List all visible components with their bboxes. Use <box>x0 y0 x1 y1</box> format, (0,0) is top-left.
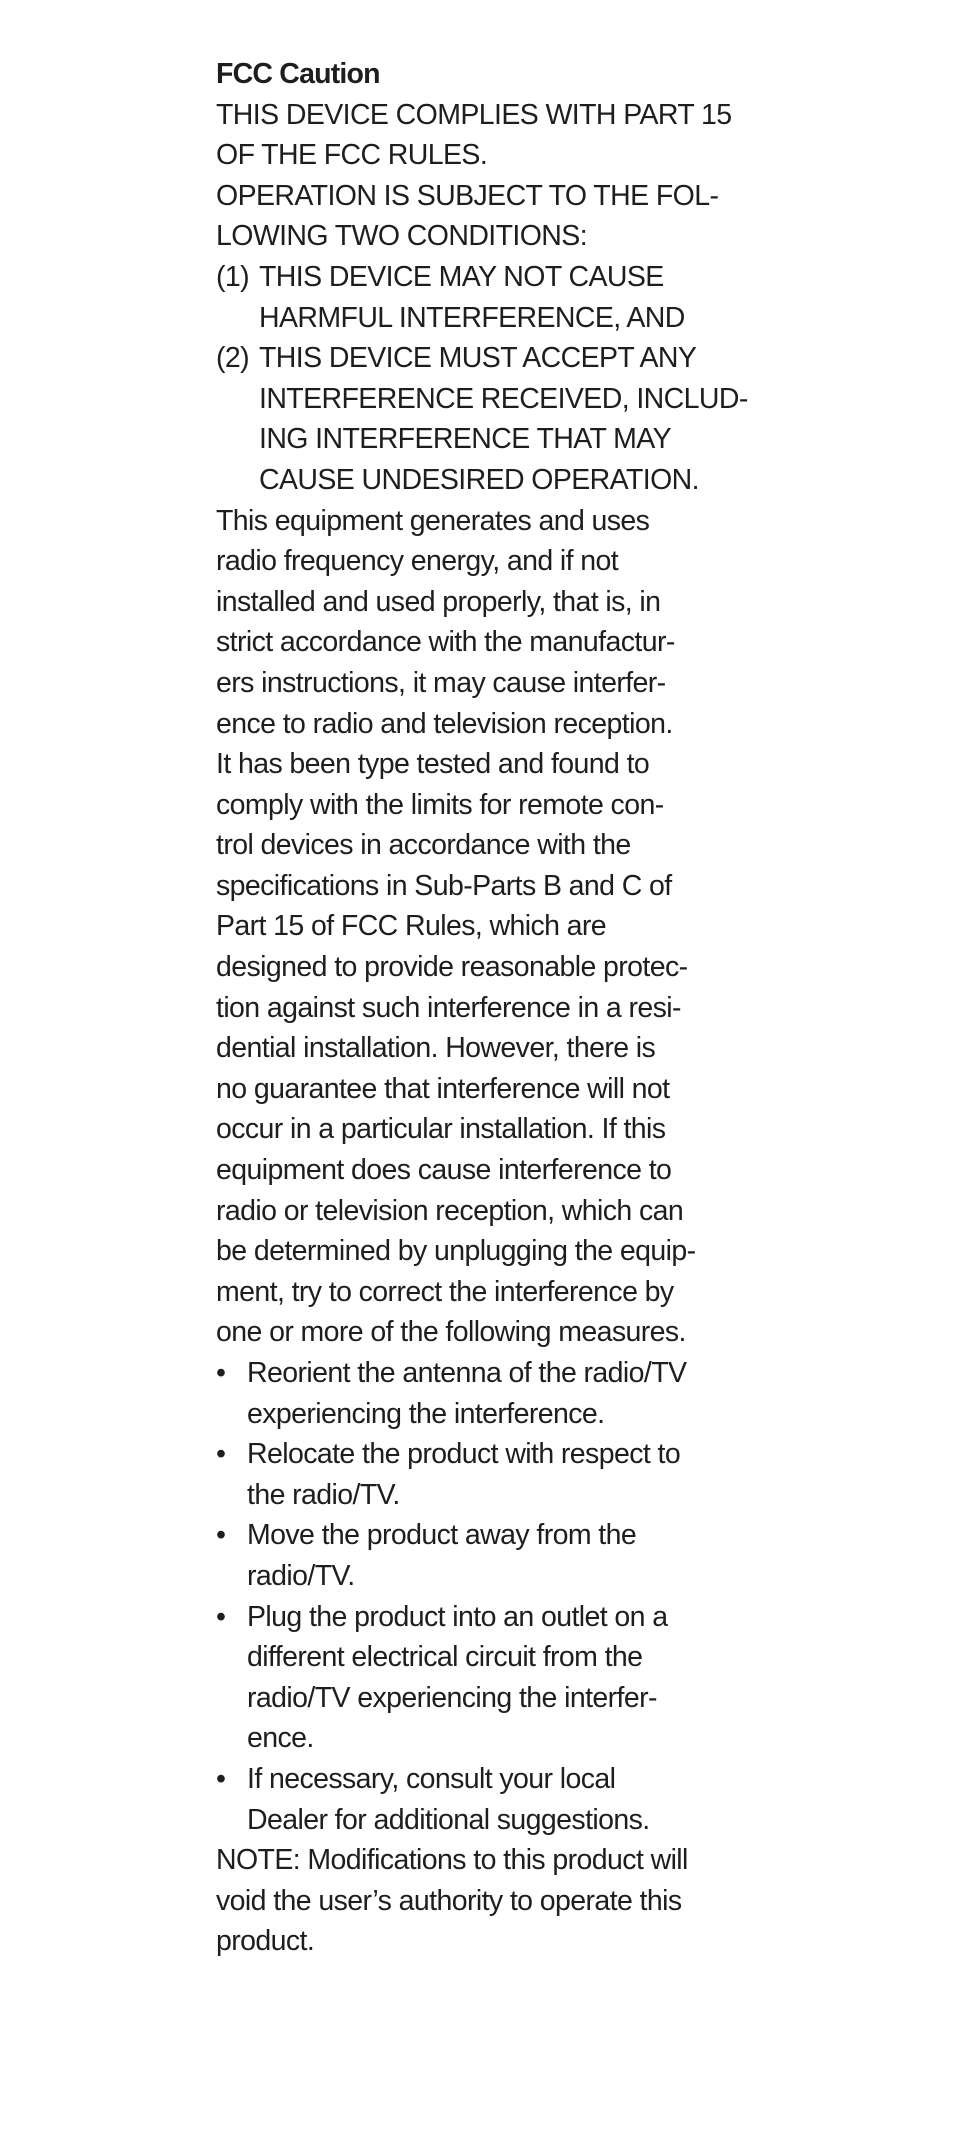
paragraph-line: equipment does cause interference to <box>216 1154 672 1187</box>
measure-line: Dealer for additional suggestions. <box>247 1803 650 1836</box>
paragraph-line: no guarantee that interference will not <box>216 1072 670 1105</box>
measure-item <box>216 1353 756 1434</box>
measure-item <box>216 1515 756 1596</box>
measure-line: radio/TV. <box>247 1559 355 1592</box>
paragraph-line: trol devices in accordance with the <box>216 829 631 862</box>
compliance-line: OF THE FCC RULES. <box>216 139 488 172</box>
condition-marker: (2) <box>216 342 250 375</box>
measure-item <box>216 1597 756 1759</box>
paragraph-line: ers instructions, it may cause interfer- <box>216 666 666 699</box>
measure-line: Move the product away from the <box>247 1519 637 1552</box>
paragraph-line: dential installation. However, there is <box>216 1032 656 1065</box>
condition-marker: (1) <box>216 260 250 293</box>
paragraph-line: It has been type tested and found to <box>216 748 650 781</box>
interference-paragraph <box>216 501 756 1353</box>
paragraph-line: This equipment generates and uses <box>216 504 650 537</box>
note-line: product. <box>216 1925 315 1958</box>
condition-line: THIS DEVICE MAY NOT CAUSE <box>259 260 664 293</box>
measures-list <box>216 1353 756 1840</box>
paragraph-line: strict accordance with the manufactur- <box>216 626 675 659</box>
compliance-line: OPERATION IS SUBJECT TO THE FOL- <box>216 179 719 212</box>
measure-line: Relocate the product with respect to <box>247 1438 681 1471</box>
measure-line: the radio/TV. <box>247 1478 400 1511</box>
compliance-line: LOWING TWO CONDITIONS: <box>216 220 588 253</box>
measure-line: experiencing the interference. <box>247 1397 605 1430</box>
paragraph-line: specifications in Sub-Parts B and C of <box>216 869 672 902</box>
measure-line: radio/TV experiencing the interfer- <box>247 1681 657 1714</box>
paragraph-line: installed and used properly, that is, in <box>216 585 661 618</box>
measure-item <box>216 1434 756 1515</box>
paragraph-line: tion against such interference in a resi- <box>216 991 681 1024</box>
condition-line: HARMFUL INTERFERENCE, AND <box>259 301 685 334</box>
page-title: FCC Caution <box>216 58 380 90</box>
paragraph-line: Part 15 of FCC Rules, which are <box>216 910 607 943</box>
paragraph-line: ment, try to correct the interference by <box>216 1275 674 1308</box>
condition-line: THIS DEVICE MUST ACCEPT ANY <box>259 342 697 375</box>
measure-line: ence. <box>247 1722 314 1755</box>
measure-line: If necessary, consult your local <box>247 1762 616 1795</box>
measure-line: Reorient the antenna of the radio/TV <box>247 1357 687 1389</box>
bullet-marker: • <box>216 1438 226 1471</box>
bullet-marker: • <box>216 1600 226 1633</box>
condition-line: INTERFERENCE RECEIVED, INCLUD- <box>259 382 748 415</box>
measure-item <box>216 1759 756 1840</box>
bullet-marker: • <box>216 1762 226 1795</box>
paragraph-line: occur in a particular installation. If this <box>216 1113 666 1146</box>
paragraph-line: radio or television reception, which can <box>216 1194 684 1227</box>
paragraph-line: designed to provide reasonable protec- <box>216 951 688 984</box>
paragraph-line: be determined by unplugging the equip- <box>216 1235 696 1268</box>
measure-line: Plug the product into an outlet on a <box>247 1600 668 1633</box>
compliance-statement <box>216 95 756 257</box>
modification-note <box>216 1840 756 1962</box>
paragraph-line: ence to radio and television reception. <box>216 707 673 740</box>
note-line: NOTE: Modifications to this product will <box>216 1844 688 1877</box>
measure-line: different electrical circuit from the <box>247 1641 643 1674</box>
paragraph-line: comply with the limits for remote con- <box>216 788 664 821</box>
paragraph-line: one or more of the following measures. <box>216 1316 686 1349</box>
condition-line: CAUSE UNDESIRED OPERATION. <box>259 463 699 496</box>
compliance-line: THIS DEVICE COMPLIES WITH PART 15 <box>216 98 732 131</box>
bullet-marker: • <box>216 1357 226 1389</box>
fcc-caution-page <box>216 54 756 1962</box>
bullet-marker: • <box>216 1519 226 1552</box>
note-line: void the user’s authority to operate this <box>216 1884 682 1917</box>
paragraph-line: radio frequency energy, and if not <box>216 545 619 578</box>
condition-1 <box>216 257 756 338</box>
condition-2 <box>216 338 756 500</box>
condition-line: ING INTERFERENCE THAT MAY <box>259 423 672 456</box>
